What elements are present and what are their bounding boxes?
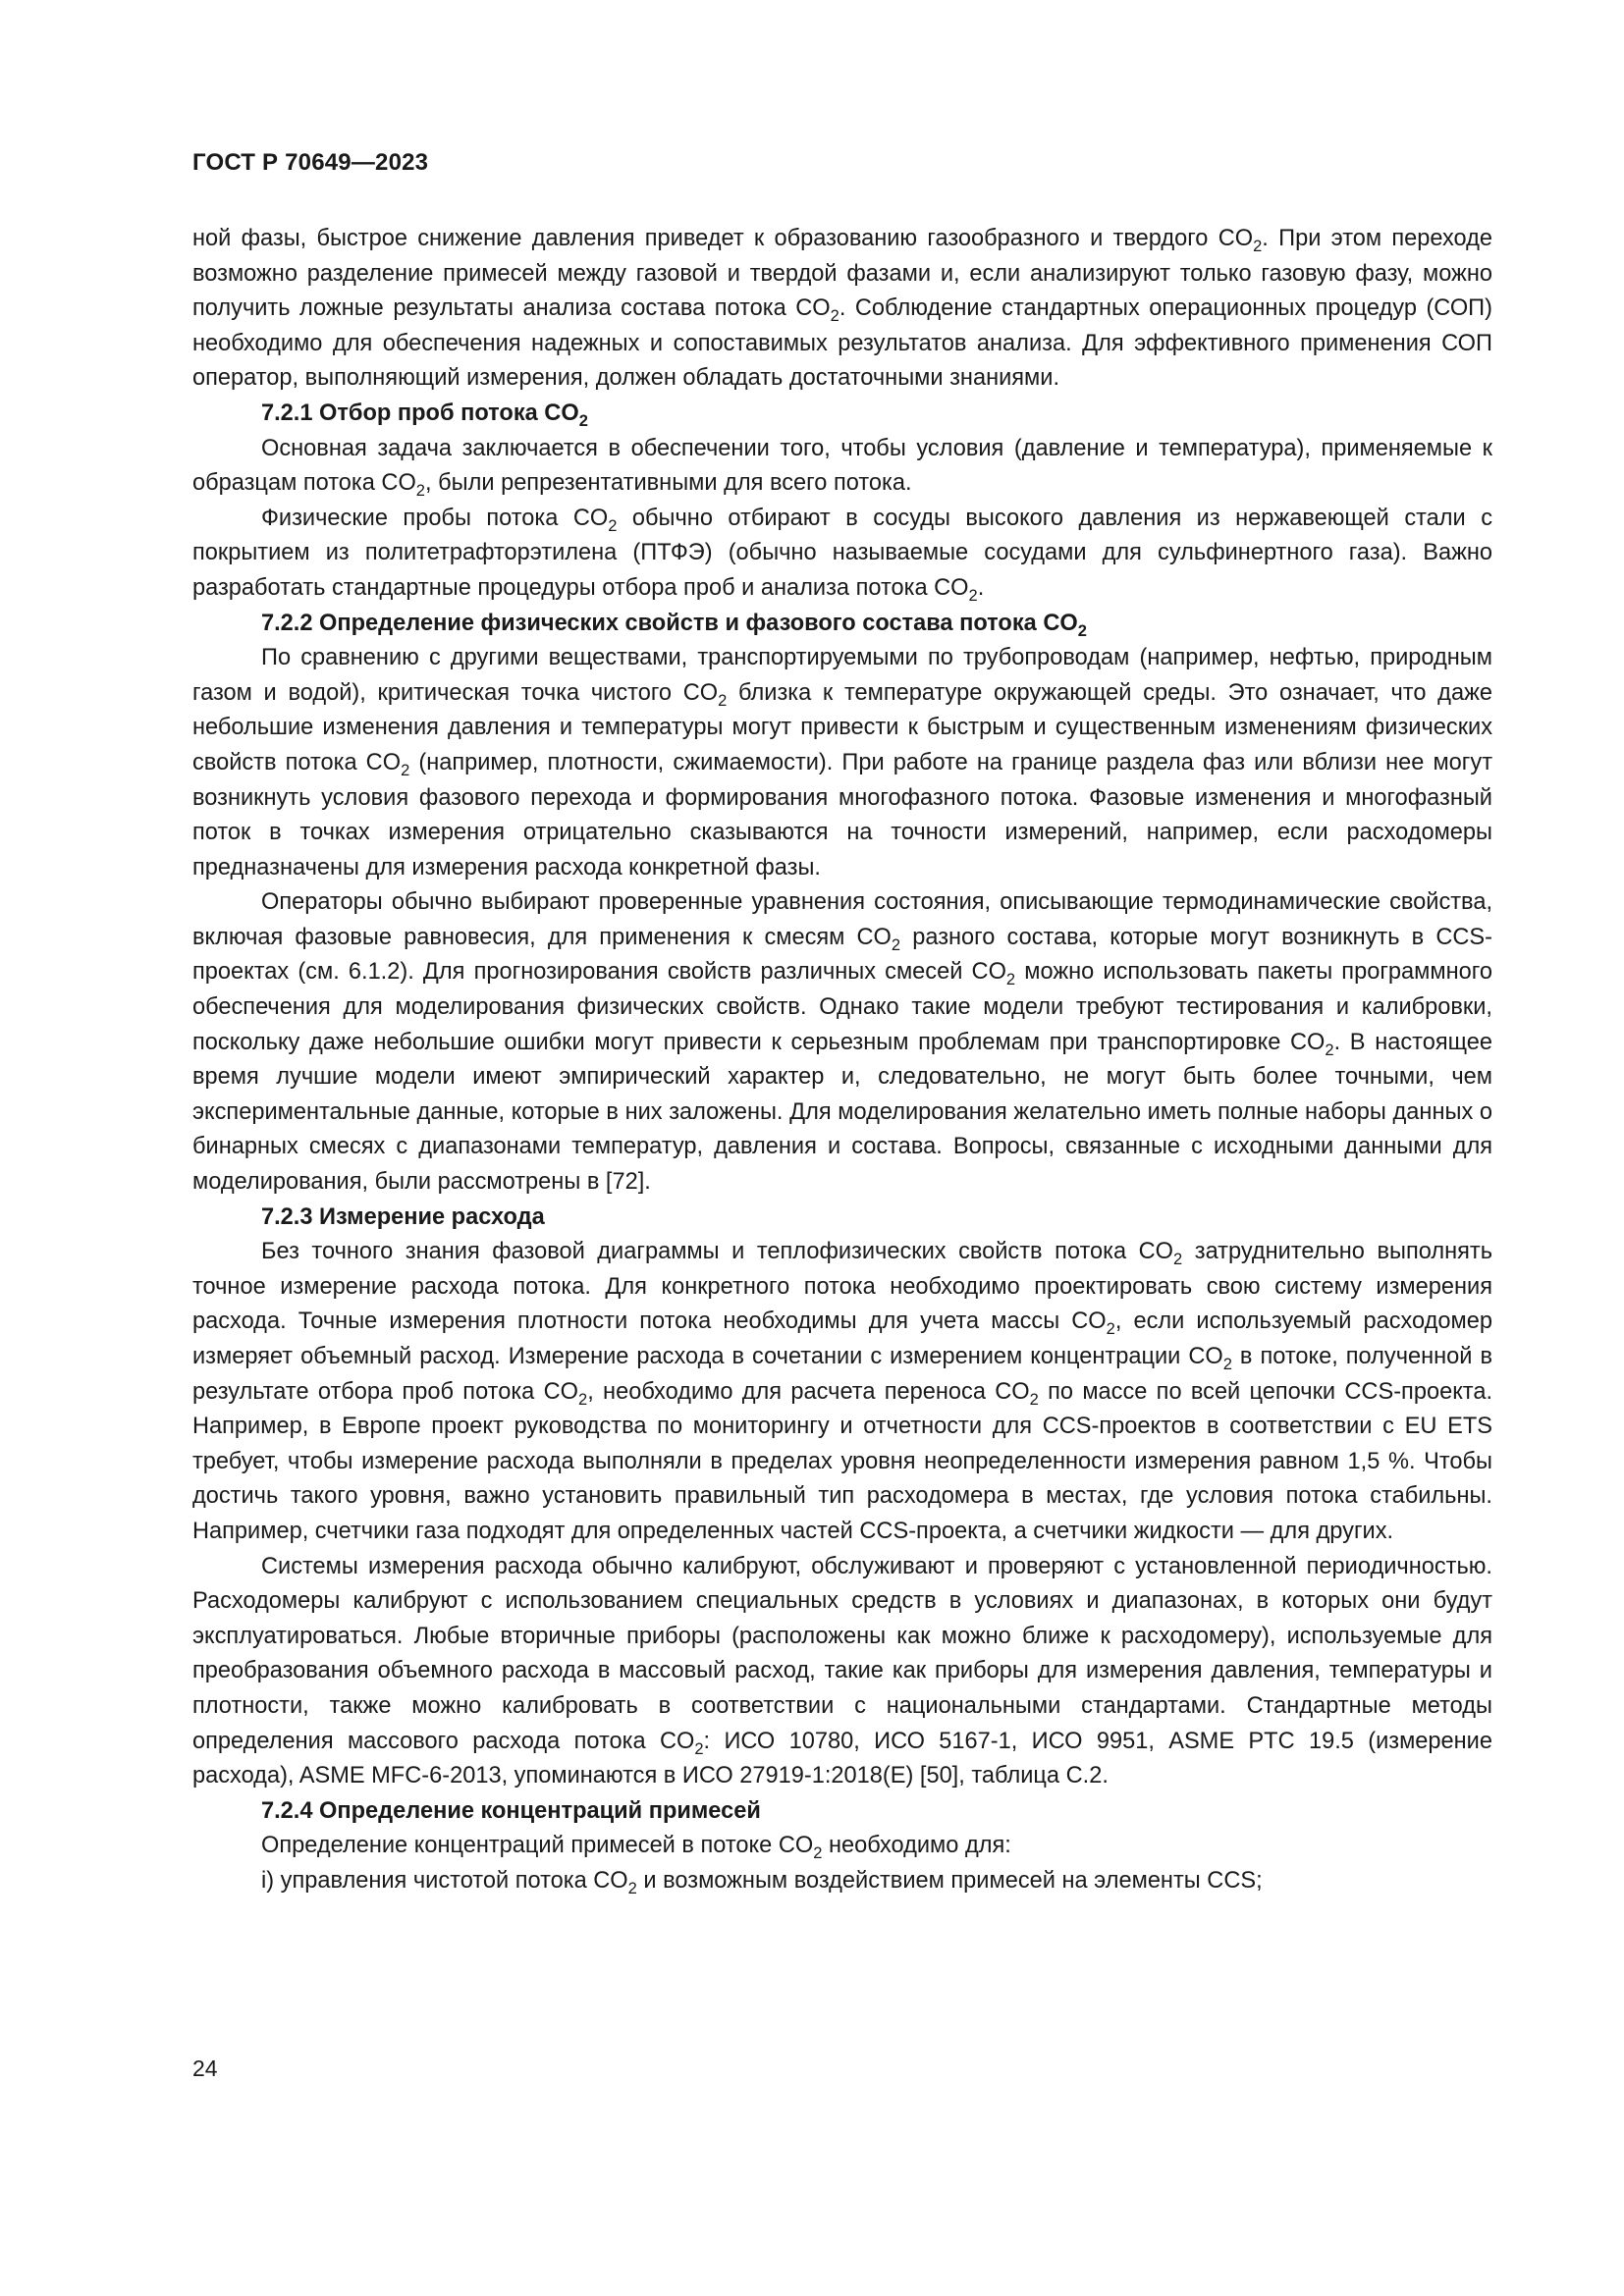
paragraph-7-2-2-a: По сравнению с другими веществами, транспортируемыми по трубопроводам (например, нефтью, природным газом и водой), критическая точка чистого $CO_2$ близка к температуре окружающей среды. Это означает, что даже небольшие изменения давления и температуры могут привести к быстрым и существенным изменениям физических свойств потока $CO_2$ (например, плотности, сжимаемости). При работе на границе раздела фаз или вблизи нее могут возникнуть условия фазового перехода и формирования многофазного потока. Фазовые изменения и многофазный поток в точках измерения отрицательно сказываются на точности измерений, например, если расходомеры предназначены для измерения расхода конкретной фазы. [192, 645, 1493, 881]
paragraph-7-2-3-b: Системы измерения расхода обычно калибруют, обслуживают и проверяют с установленной периодичностью. Расходомеры калибруют с использованием специальных средств в условиях и диапазонах, в которых они будут эксплуатироваться. Любые вторичные приборы (расположены как можно ближе к расходомеру), используемые для преобразования объемного расхода в массовый расход, такие как приборы для измерения давления, температуры и плотности, также можно калибровать в соответствии с национальными стандартами. Стандартные методы определения массового расхода потока $CO_2$: ИСО 10780, ИСО 5167-1, ИСО 9951, ASME PTC 19.5 (измерение расхода), ASME MFC-6-2013, упоминаются в ИСО 27919-1:2018(E) [50], таблица С.2. [192, 1553, 1492, 1789]
paragraph-7-2-2-b: Операторы обычно выбирают проверенные уравнения состояния, описывающие термодинамические свойства, включая фазовые равновесия, для применения к смесям $CO_2$ разного состава, которые могут возникнуть в CCS-проектах (см. 6.1.2). Для прогнозирования свойств различных смесей $CO_2$ можно использовать пакеты программного обеспечения для моделирования физических свойств. Однако такие модели требуют тестирования и калибровки, поскольку даже небольшие ошибки могут привести к серьезным проблемам при транспортировке $CO_2$. В настоящее время лучшие модели имеют эмпирический характер и, следовательно, не могут быть более точными, чем экспериментальные данные, которые в них заложены. Для моделирования желательно иметь полные наборы данных о бинарных смесях с диапазонами температур, давления и состава. Вопросы, связанные с исходными данными для моделирования, были рассмотрены в [72]. [192, 889, 1492, 1196]
paragraph-7-2-1-a: Основная задача заключается в обеспечении того, чтобы условия (давление и температура), применяемые к образцам потока $CO_2$, были репрезентативными для всего потока. [192, 435, 1492, 500]
paragraph-7-2-1-b: Физические пробы потока $CO_2$ обычно отбирают в сосуды высокого давления из нержавеющей стали с покрытием из политетрафторэтилена (ПТФЭ) (обычно называемые сосудами для сульфинертного газа). Важно разработать стандартные процедуры отбора проб и анализа потока $CO_2$. [192, 505, 1493, 605]
section-heading-7-2-3: 7.2.3 Измерение расхода [261, 1203, 545, 1230]
page-number: 24 [192, 2056, 218, 2081]
document-header: ГОСТ Р 70649—2023 [192, 149, 429, 176]
section-heading-7-2-2: 7.2.2 Определение физических свойств и фазового состава потока $CO_2$ [261, 610, 1087, 640]
section-heading-7-2-4: 7.2.4 Определение концентраций примесей [261, 1797, 761, 1824]
paragraph-7-2-4-a: Определение концентраций примесей в потоке $CO_2$ необходимо для: [261, 1833, 1011, 1863]
section-heading-7-2-1: 7.2.1 Отбор проб потока $CO_2$ [261, 400, 588, 430]
list-item-i: i) управления чистотой потока $CO_2$ и возможным воздействием примесей на элементы CCS; [261, 1867, 1263, 1897]
document-body [192, 222, 1492, 1899]
paragraph-intro: ной фазы, быстрое снижение давления приведет к образованию газообразного и твердого $CO_2$. При этом переходе возможно разделение примесей между газовой и твердой фазами и, если анализируют только газовую фазу, можно получить ложные результаты анализа состава потока $CO_2$. Соблюдение стандартных операционных процедур (СОП) необходимо для обеспечения надежных и сопоставимых результатов анализа. Для эффективного применения СОП оператор, выполняющий измерения, должен обладать достаточными знаниями. [192, 226, 1493, 392]
paragraph-7-2-3-a: Без точного знания фазовой диаграммы и теплофизических свойств потока $CO_2$ затруднительно выполнять точное измерение расхода потока. Для конкретного потока необходимо проектировать свою систему измерения расхода. Точные измерения плотности потока необходимы для учета массы $CO_2$, если используемый расходомер измеряет объемный расход. Измерение расхода в сочетании с измерением концентрации $CO_2$ в потоке, полученной в результате отбора проб потока $CO_2$, необходимо для расчета переноса $CO_2$ по массе по всей цепочки CCS-проекта. Например, в Европе проект руководства по мониторингу и отчетности для CCS-проектов в соответствии с EU ETS требует, чтобы измерение расхода выполняли в пределах уровня неопределенности измерения равном 1,5 %. Чтобы достичь такого уровня, важно установить правильный тип расходомера в местах, где условия потока стабильны. Например, счетчики газа подходят для определенных частей CCS-проекта, а счетчики жидкости — для других. [192, 1239, 1493, 1544]
